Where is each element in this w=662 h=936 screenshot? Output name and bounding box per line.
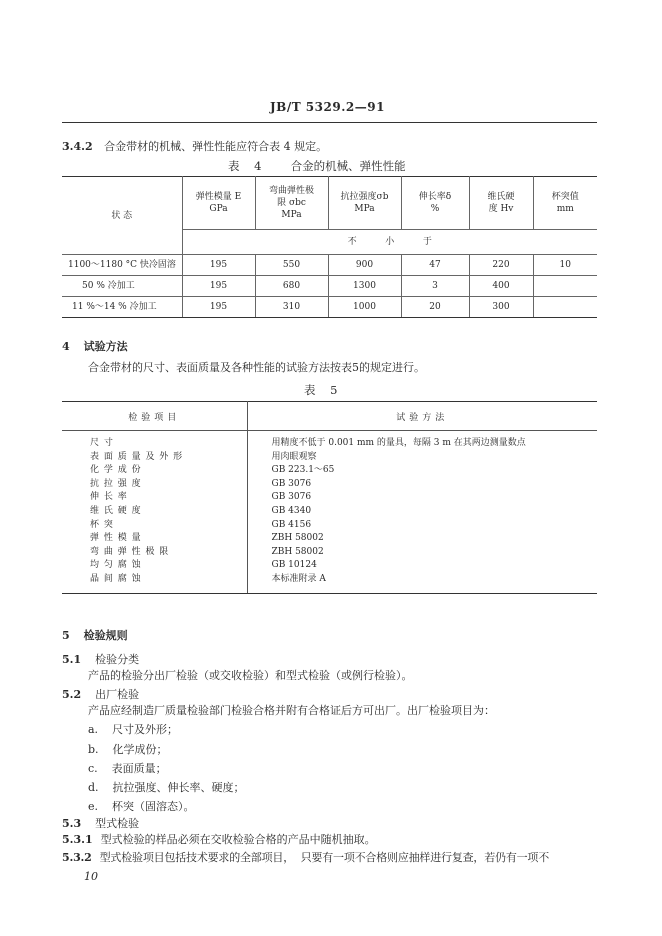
- table-row: 1100～1180 °C 快冷固溶 195 550 900 47 220 10: [62, 255, 597, 276]
- table-5-item-header: 检验项目: [62, 402, 247, 431]
- section-5-heading: 5 检验规则: [62, 629, 128, 642]
- table-row: 维 氏 硬 度 GB 4340: [62, 505, 597, 519]
- table-row: 伸 长 率 GB 3076: [62, 491, 597, 505]
- table-row: 抗 拉 强 度 GB 3076: [62, 478, 597, 492]
- table-4-col-header: 弯曲弹性极 限 σbc MPa: [255, 177, 328, 230]
- page-number: 10: [84, 870, 98, 883]
- table-4-not-less-than: 不 小 于: [182, 230, 597, 255]
- table-row: 均 匀 腐 蚀 GB 10124: [62, 559, 597, 573]
- clause-5-3-2: 5.3.2 型式检验项目包括技术要求的全部项目， 只要有一项不合格则应抽样进行复查，若仍有一项不: [62, 851, 550, 864]
- table-row: 晶 间 腐 蚀 本标准附录 A: [62, 573, 597, 587]
- table-4-col-header: 维氏硬 度 Hv: [469, 177, 533, 230]
- table-4-caption: 表 4 合金的机械、弹性性能: [228, 159, 406, 173]
- table-4-col-header: 抗拉强度σb MPa: [328, 177, 401, 230]
- table-row: 弯 曲 弹 性 极 限 ZBH 58002: [62, 546, 597, 560]
- clause-number: 3.4.2: [62, 140, 93, 153]
- list-item: e. 杯突（固溶态）。: [88, 800, 195, 813]
- clause-5-1-heading: 5.1 检验分类: [62, 653, 140, 666]
- list-item: b. 化学成份；: [88, 743, 168, 756]
- clause-text: 合金带材的机械、弹性性能应符合表 4 规定。: [104, 140, 328, 153]
- clause-3-4-2: [62, 138, 327, 154]
- clause-5-2-body: 产品应经制造厂质量检验部门检验合格并附有合格证后方可出厂。出厂检验项目为：: [88, 704, 495, 717]
- clause-5-3-1: 5.3.1 型式检验的样品必须在交收检验合格的产品中随机抽取。: [62, 833, 376, 846]
- clause-5-3-heading: 5.3 型式检验: [62, 817, 140, 830]
- table-row: 表 面 质 量 及 外 形 用肉眼观察: [62, 451, 597, 465]
- table-row: 尺 寸 用精度不低于 0.001 mm 的量具，每隔 3 m 在其两边测量数点: [62, 437, 597, 451]
- list-item: c. 表面质量；: [88, 762, 167, 775]
- list-item: a. 尺寸及外形；: [88, 723, 179, 736]
- table-4-col-header: 伸长率δ %: [401, 177, 469, 230]
- list-item: d. 抗拉强度、伸长率、硬度；: [88, 781, 245, 794]
- table-row: 50 % 冷加工 195 680 1300 3 400: [62, 276, 597, 297]
- clause-5-1-body: 产品的检验分出厂检验（或交收检验）和型式检验（或例行检验）。: [88, 669, 413, 682]
- standard-code-header: JB/T 5329.2—91: [270, 100, 385, 114]
- table-4-col-header: 弹性模量 E GPa: [182, 177, 255, 230]
- table-5-method-header: 试验方法: [247, 402, 597, 431]
- table-4: [62, 176, 597, 318]
- section-4-heading: 4 试验方法: [62, 340, 128, 353]
- section-4-body: 合金带材的尺寸、表面质量及各种性能的试验方法按表5的规定进行。: [88, 361, 425, 374]
- header-rule: [62, 122, 597, 123]
- table-4-state-header: 状 态: [62, 177, 182, 255]
- table-row: 化 学 成 份 GB 223.1～65: [62, 464, 597, 478]
- table-row: 杯 突 GB 4156: [62, 519, 597, 533]
- table-4-col-header: 杯突值 mm: [533, 177, 597, 230]
- table-row: 11 %～14 % 冷加工 195 310 1000 20 300: [62, 297, 597, 318]
- table-row: 弹 性 模 量 ZBH 58002: [62, 532, 597, 546]
- table-5: [62, 401, 597, 594]
- table-5-caption: 表 5: [304, 383, 338, 397]
- clause-5-2-heading: 5.2 出厂检验: [62, 688, 140, 701]
